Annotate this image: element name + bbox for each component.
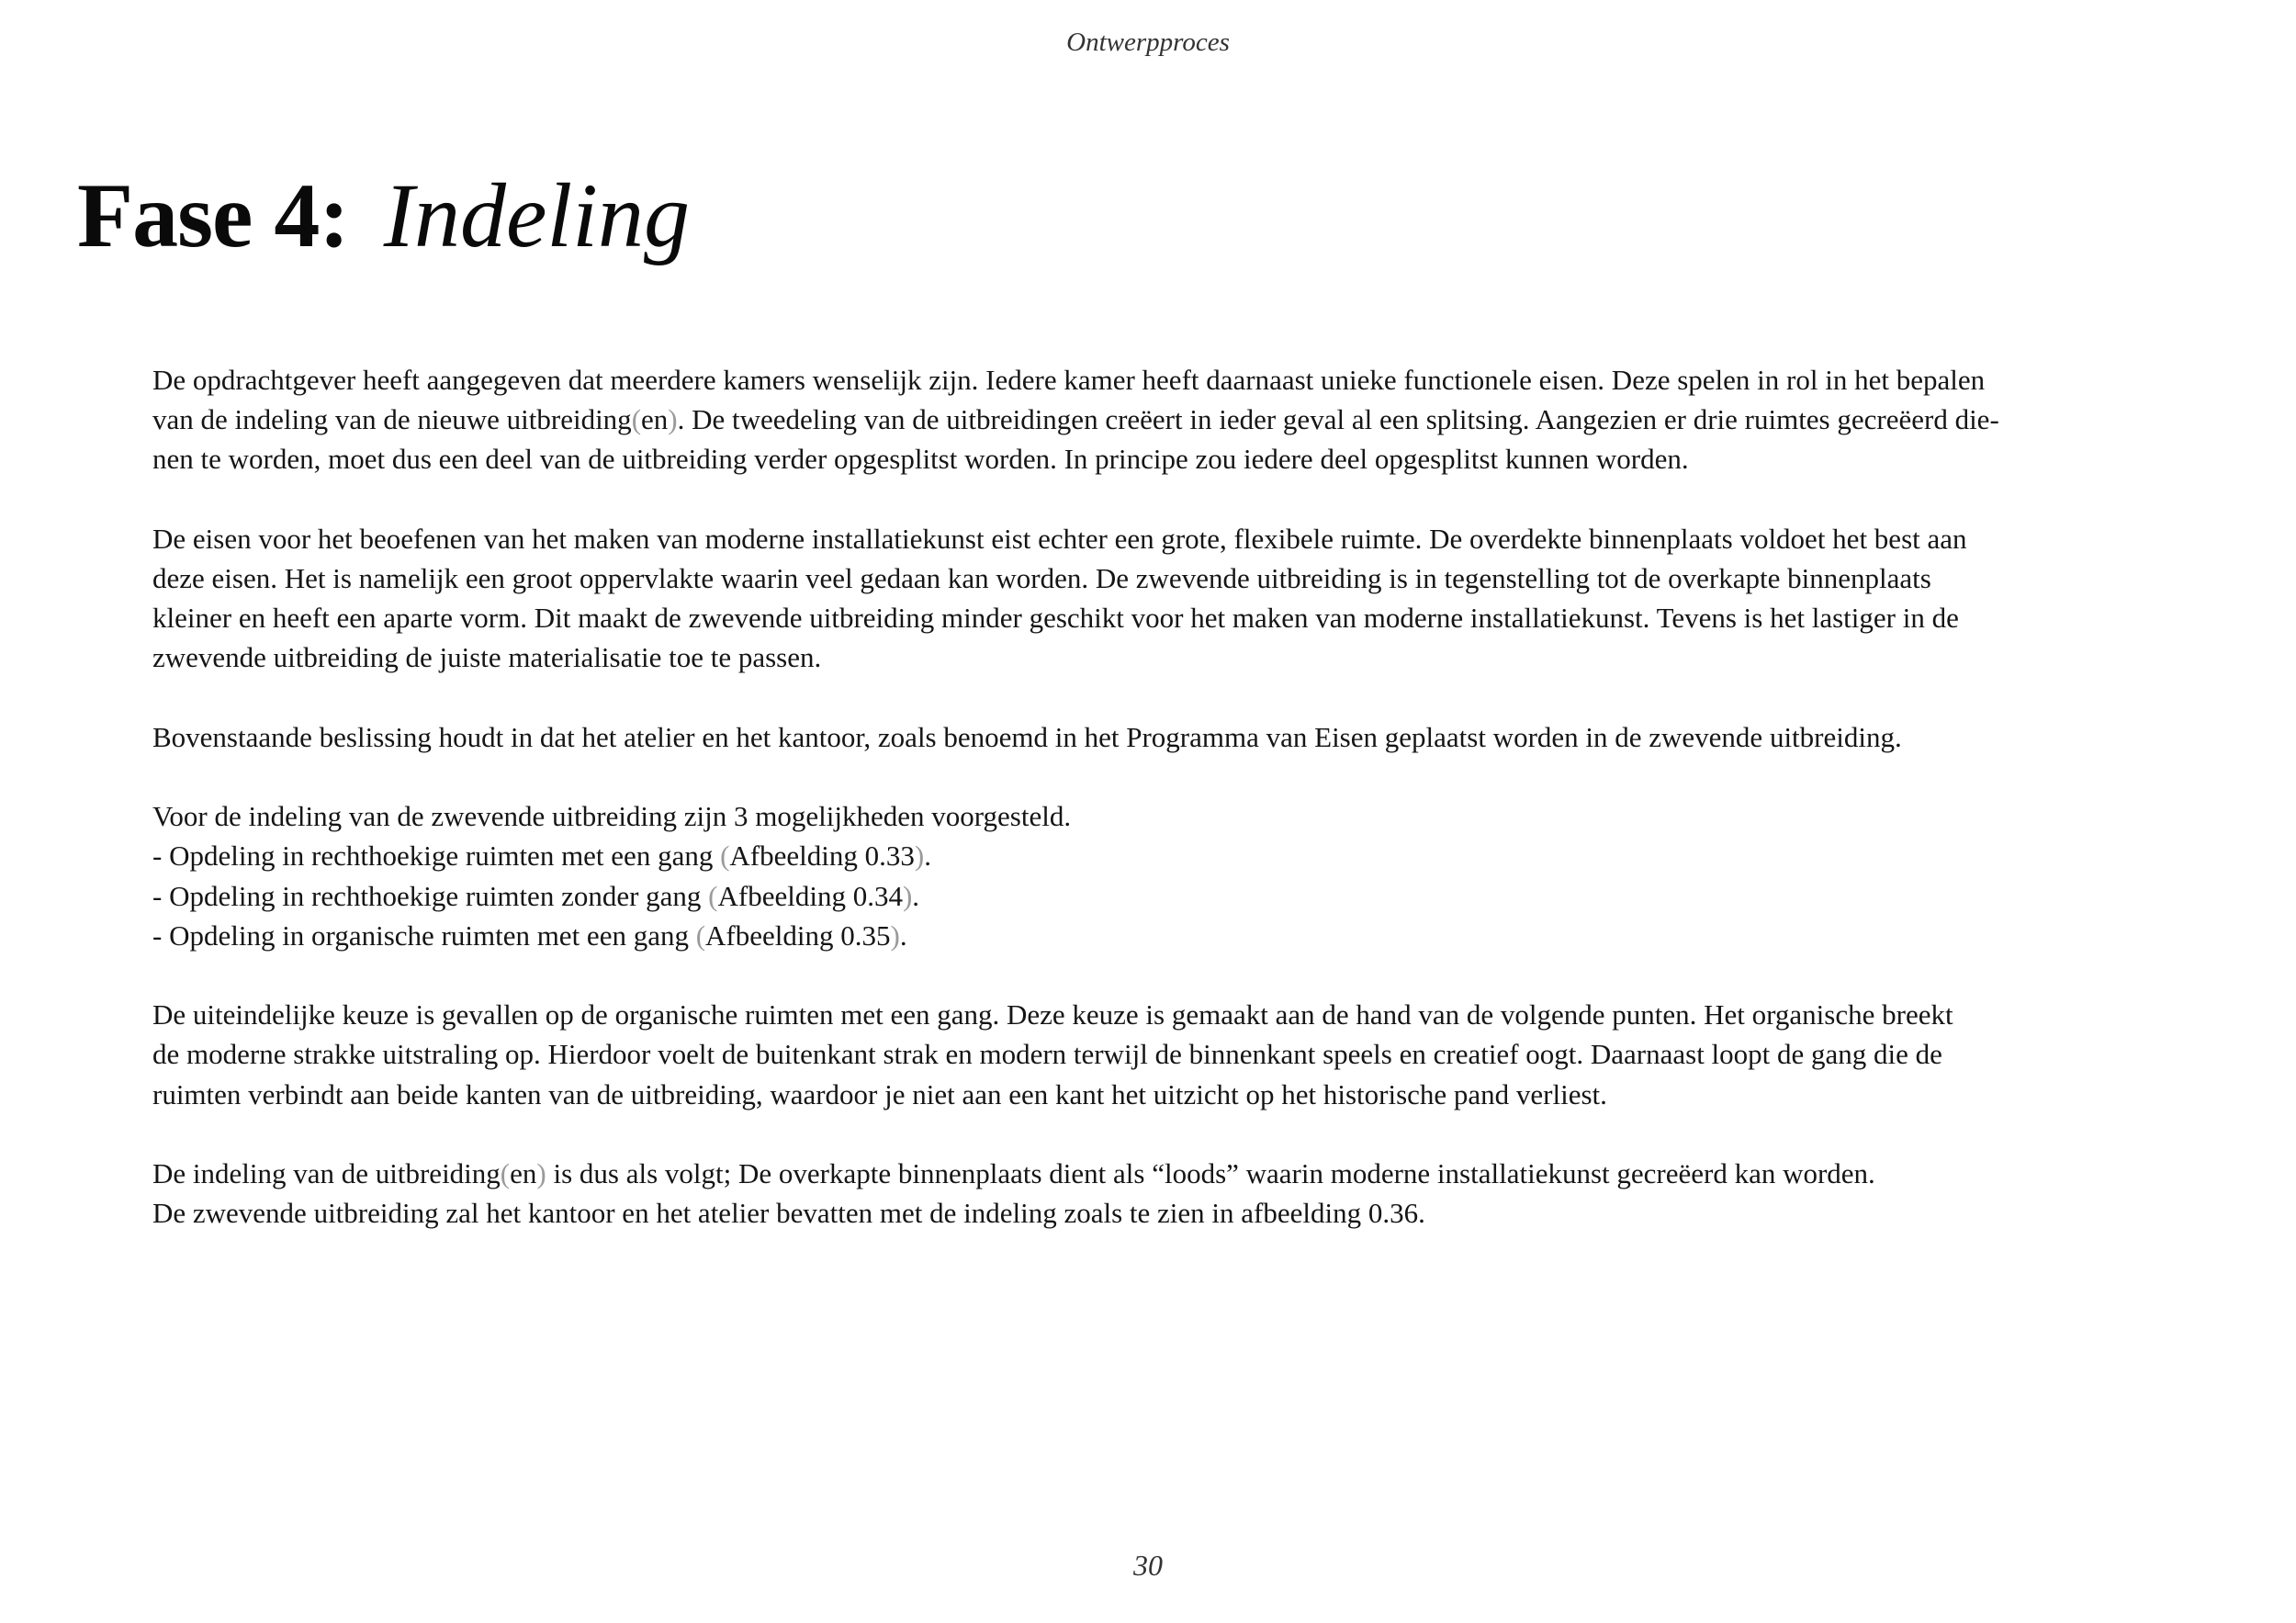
text-run: . <box>924 840 931 873</box>
light-paren: ( <box>695 919 706 952</box>
figure-reference: Afbeelding 0.35 <box>705 919 891 952</box>
figure-reference: Afbeelding 0.34 <box>717 879 903 912</box>
light-paren: ) <box>668 403 678 436</box>
running-header: Ontwerpproces <box>1066 28 1230 57</box>
text-run: is dus als volgt; De overkapte binnenplaats dient als “loods” waarin moderne installatiekunst gecreëerd kan worden. <box>546 1156 1875 1189</box>
text-line: De eisen voor het beoefenen van het maken van moderne installatiekunst eist echter een grote, flexibele ruimte. De overdekte binnenplaats voldoet het best aan <box>152 522 1967 555</box>
text-run: . <box>899 919 907 952</box>
text-run: en <box>641 403 669 436</box>
light-paren: ( <box>631 403 642 436</box>
text-line: kleiner en heeft een aparte vorm. Dit maakt de zwevende uitbreiding minder geschikt voor het maken van moderne installatiekunst. Tevens is het lastiger in de <box>152 602 1959 635</box>
text-run: - Opdeling in rechthoekige ruimten met een gang <box>152 840 721 873</box>
light-paren: ( <box>708 879 718 912</box>
text-line: nen te worden, moet dus een deel van de uitbreiding verder opgesplitst worden. In principe zou iedere deel opgesplitst kunnen worden. <box>152 443 1689 476</box>
list-item <box>152 916 2109 955</box>
text-run: van de indeling van de nieuwe uitbreiding <box>152 403 632 436</box>
page-number: 30 <box>1133 1549 1163 1582</box>
light-paren: ) <box>890 919 900 952</box>
text-run: - Opdeling in rechthoekige ruimten zonder gang <box>152 879 709 912</box>
body-text <box>152 360 2109 1273</box>
text-line: De opdrachtgever heeft aangegeven dat meerdere kamers wenselijk zijn. Iedere kamer heeft daarnaast unieke functionele eisen. Deze spelen in rol in het bepalen <box>152 364 1986 396</box>
text-line: deze eisen. Het is namelijk een groot oppervlakte waarin veel gedaan kan worden. De zwevende uitbreiding is in tegenstelling tot de overkapte binnenplaats <box>152 562 1931 594</box>
text-line: De uiteindelijke keuze is gevallen op de organische ruimten met een gang. Deze keuze is gemaakt aan de hand van de volgende punten. Het organische breekt <box>152 998 1953 1031</box>
text-run: . De tweedeling van de uitbreidingen creëert in ieder geval al een splitsing. Aangezien er drie ruimtes gecreëerd die- <box>677 403 1999 436</box>
light-paren: ) <box>902 879 913 912</box>
light-paren: ) <box>536 1156 546 1189</box>
title-phase: Fase 4: <box>77 164 349 266</box>
light-paren: ) <box>914 840 925 873</box>
paragraph <box>152 360 2109 479</box>
text-line <box>152 400 2109 439</box>
text-line: ruimten verbindt aan beide kanten van de uitbreiding, waardoor je niet aan een kant het uitzicht op het historische pand verliest. <box>152 1077 1607 1110</box>
text-run: De indeling van de uitbreiding <box>152 1156 501 1189</box>
text-run: - Opdeling in organische ruimten met een gang <box>152 919 696 952</box>
text-line: De zwevende uitbreiding zal het kantoor en het atelier bevatten met de indeling zoals te zien in afbeelding 0.36. <box>152 1197 1425 1230</box>
light-paren: ( <box>500 1156 511 1189</box>
page-title <box>77 164 690 266</box>
paragraph <box>152 1154 2109 1233</box>
text-line: Voor de indeling van de zwevende uitbreiding zijn 3 mogelijkheden voorgesteld. <box>152 800 1072 833</box>
paragraph <box>152 519 2109 678</box>
text-line <box>152 1154 2109 1193</box>
paragraph <box>152 717 2109 757</box>
light-paren: ( <box>720 840 730 873</box>
paragraph <box>152 995 2109 1114</box>
text-run: . <box>912 879 920 912</box>
text-run: en <box>510 1156 537 1189</box>
text-line: de moderne strakke uitstraling op. Hierdoor voelt de buitenkant strak en modern terwijl de binnenkant speels en creatief oogt. Daarnaast loopt de gang die de <box>152 1038 1942 1071</box>
text-line: Bovenstaande beslissing houdt in dat het atelier en het kantoor, zoals benoemd in het Programma van Eisen geplaatst worden in de zwevende uitbreiding. <box>152 720 1902 753</box>
list-item <box>152 876 2109 916</box>
paragraph <box>152 796 2109 955</box>
figure-reference: Afbeelding 0.33 <box>729 840 915 873</box>
title-topic: Indeling <box>383 164 690 266</box>
text-line: zwevende uitbreiding de juiste materialisatie toe te passen. <box>152 641 822 674</box>
list-item <box>152 836 2109 875</box>
